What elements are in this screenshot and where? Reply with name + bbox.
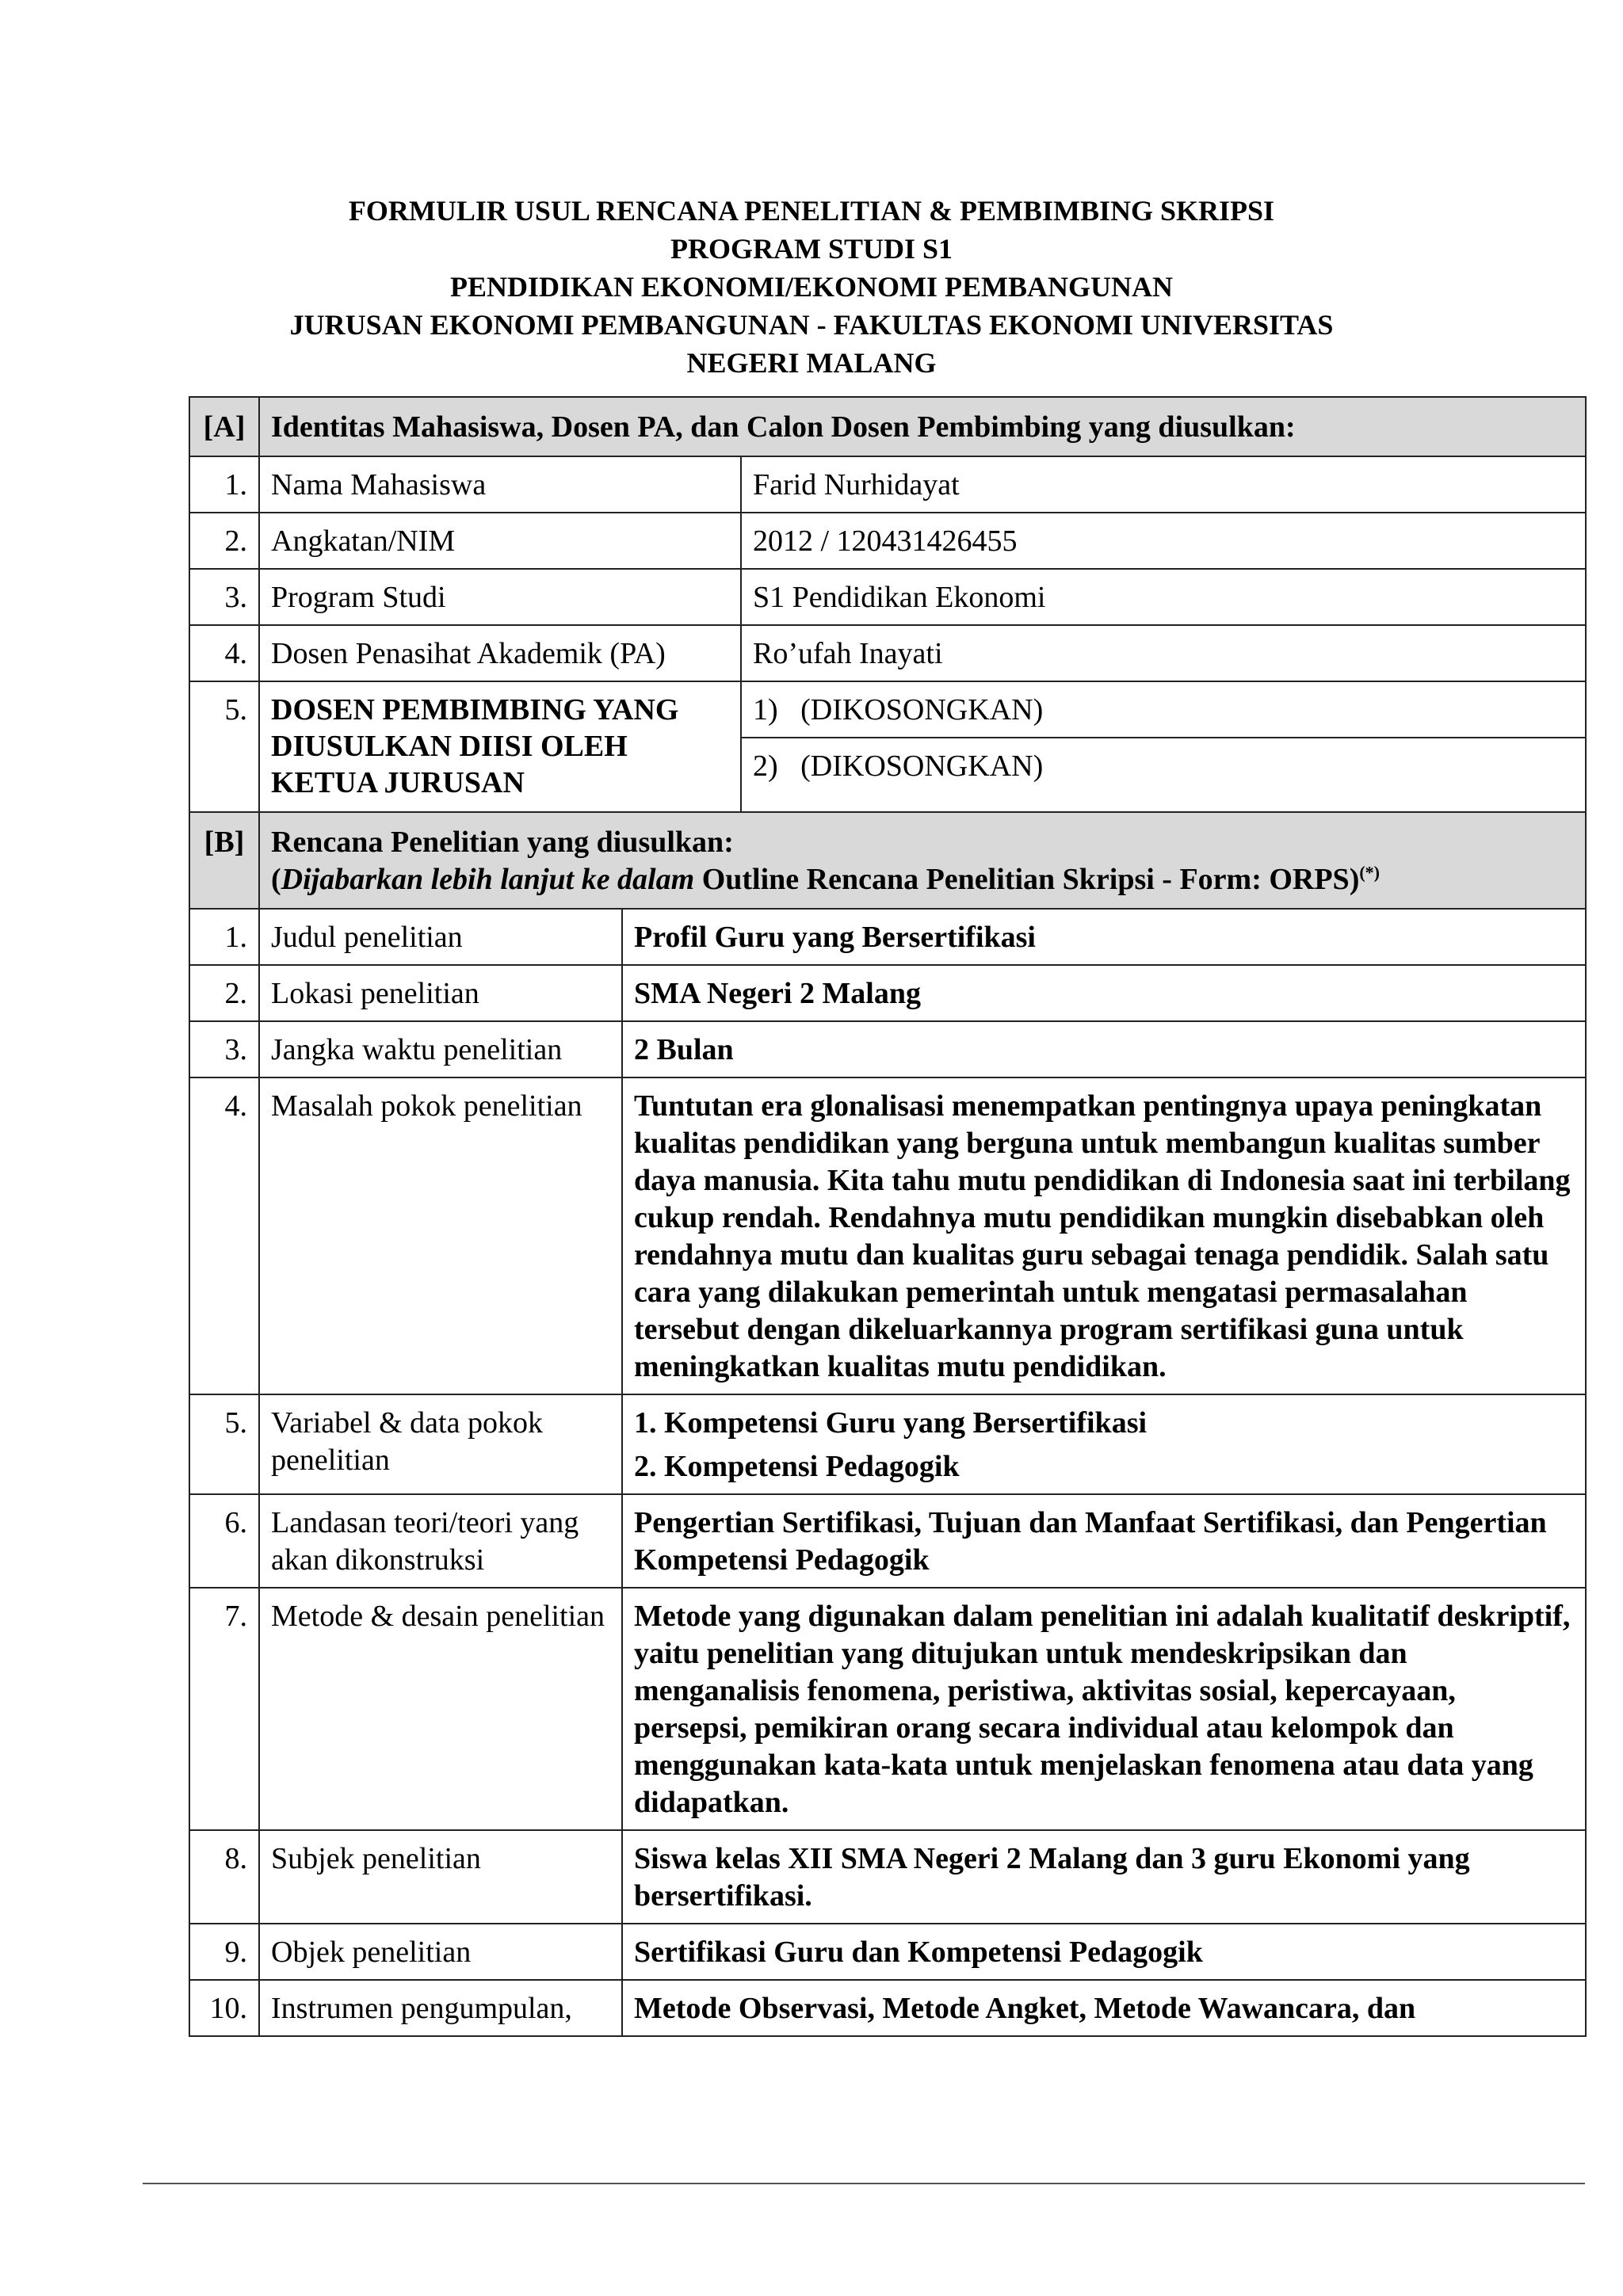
row-number: 1.: [189, 456, 259, 513]
table-row: [189, 1077, 1586, 1394]
field-value: S1 Pendidikan Ekonomi: [741, 569, 1586, 625]
supervisor-2-value: 2) (DIKOSONGKAN): [741, 738, 1586, 812]
field-label: Judul penelitian: [259, 909, 622, 965]
field-label: Instrumen pengumpulan,: [259, 1980, 622, 2036]
field-label: Objek penelitian: [259, 1924, 622, 1980]
table-row: [189, 1588, 1586, 1830]
table-row: [189, 1924, 1586, 1980]
field-value: [622, 1394, 1586, 1494]
section-b-subheading: (Dijabarkan lebih lanjut ke dalam Outline Rencana Penelitian Skripsi - Form: ORPS)(*): [271, 862, 1380, 896]
field-value: Metode Observasi, Metode Angket, Metode Wawancara, dan: [622, 1980, 1586, 2036]
field-label: Jangka waktu penelitian: [259, 1021, 622, 1077]
table-row: [189, 965, 1586, 1021]
field-label: Masalah pokok penelitian: [259, 1077, 622, 1394]
section-b-header: [189, 812, 1586, 909]
row-number: 1.: [189, 909, 259, 965]
variable-item-2: 2. Kompetensi Pedagogik: [634, 1450, 960, 1483]
field-label: Variabel & data pokok penelitian: [259, 1394, 622, 1494]
row-number: 10.: [189, 1980, 259, 2036]
row-number: 5.: [189, 1394, 259, 1494]
supervisor-label: DOSEN PEMBIMBING YANG DIUSULKAN DIISI OLEH KETUA JURUSAN: [259, 681, 741, 812]
field-value: Sertifikasi Guru dan Kompetensi Pedagogik: [622, 1924, 1586, 1980]
field-label: Program Studi: [259, 569, 741, 625]
section-a-label: [A]: [189, 397, 259, 456]
table-row: [189, 909, 1586, 965]
form-title: [0, 192, 1623, 382]
subheading-italic: Dijabarkan lebih lanjut ke dalam: [281, 863, 695, 896]
section-b-label: [B]: [189, 812, 259, 909]
table-row: [189, 456, 1586, 513]
field-label: Angkatan/NIM: [259, 513, 741, 569]
field-value: Tuntutan era glonalisasi menempatkan pentingnya upaya peningkatan kualitas pendidikan yang berguna untuk membangun kualitas sumber daya manusia. Kita tahu mutu pendidikan di Indonesia saat ini terbilang cukup rendah. Rendahnya mutu pendidikan mungkin disebabkan oleh rendahnya mutu dan kualitas guru sebagai tenaga pendidik. Salah satu cara yang dilakukan pemerintah untuk mengatasi permasalahan tersebut dengan dikeluarkannya program sertifikasi guna untuk meningkatkan kualitas mutu pendidikan.: [622, 1077, 1586, 1394]
field-value: 2012 / 120431426455: [741, 513, 1586, 569]
section-b-heading-cell: [259, 812, 1586, 909]
row-number: 9.: [189, 1924, 259, 1980]
field-label: Dosen Penasihat Akademik (PA): [259, 625, 741, 681]
supervisor-1-value: 1) (DIKOSONGKAN): [741, 681, 1586, 738]
table-row: [189, 1394, 1586, 1494]
section-a-heading: Identitas Mahasiswa, Dosen PA, dan Calon Dosen Pembimbing yang diusulkan:: [259, 397, 1586, 456]
title-line-5: NEGERI MALANG: [686, 347, 937, 379]
section-b-heading: Rencana Penelitian yang diusulkan:: [271, 826, 734, 859]
field-value: Ro’ufah Inayati: [741, 625, 1586, 681]
field-value: Farid Nurhidayat: [741, 456, 1586, 513]
field-label: Metode & desain penelitian: [259, 1588, 622, 1830]
table-row: [189, 1494, 1586, 1588]
field-value: SMA Negeri 2 Malang: [622, 965, 1586, 1021]
table-row: [189, 625, 1586, 681]
footnote-marker: (*): [1359, 862, 1380, 883]
title-line-4: JURUSAN EKONOMI PEMBANGUNAN - FAKULTAS EKONOMI UNIVERSITAS: [289, 309, 1334, 341]
row-number: 4.: [189, 625, 259, 681]
table-row: [189, 569, 1586, 625]
field-value: Pengertian Sertifikasi, Tujuan dan Manfaat Sertifikasi, dan Pengertian Kompetensi Pedagogik: [622, 1494, 1586, 1588]
row-number: 8.: [189, 1830, 259, 1924]
field-value: 2 Bulan: [622, 1021, 1586, 1077]
row-number: 5.: [189, 681, 259, 812]
row-number: 2.: [189, 965, 259, 1021]
table-row: [189, 1021, 1586, 1077]
row-number: 4.: [189, 1077, 259, 1394]
field-label: Nama Mahasiswa: [259, 456, 741, 513]
table-row: [189, 1980, 1586, 2036]
row-number: 3.: [189, 1021, 259, 1077]
footer-divider: [143, 2183, 1585, 2184]
field-value: Metode yang digunakan dalam penelitian ini adalah kualitatif deskriptif, yaitu penelitian yang ditujukan untuk mendeskripsikan dan menganalisis fenomena, peristiwa, aktivitas sosial, kepercayaan, persepsi, pemikiran orang secara individual atau kelompok dan menggunakan kata-kata untuk menjelaskan fenomena atau data yang didapatkan.: [622, 1588, 1586, 1830]
variable-item-1: 1. Kompetensi Guru yang Bersertifikasi: [634, 1406, 1148, 1440]
proposal-form-table: [189, 396, 1587, 2037]
field-label: Landasan teori/teori yang akan dikonstruksi: [259, 1494, 622, 1588]
table-row: [189, 1830, 1586, 1924]
field-label: Lokasi penelitian: [259, 965, 622, 1021]
field-label: Subjek penelitian: [259, 1830, 622, 1924]
table-row: [189, 513, 1586, 569]
table-row: [189, 681, 1586, 738]
section-a-header: [189, 397, 1586, 456]
row-number: 2.: [189, 513, 259, 569]
title-line-1: FORMULIR USUL RENCANA PENELITIAN & PEMBIMBING SKRIPSI: [348, 195, 1275, 227]
field-value: Siswa kelas XII SMA Negeri 2 Malang dan 3 guru Ekonomi yang bersertifikasi.: [622, 1830, 1586, 1924]
row-number: 6.: [189, 1494, 259, 1588]
title-line-3: PENDIDIKAN EKONOMI/EKONOMI PEMBANGUNAN: [449, 271, 1173, 303]
field-value: Profil Guru yang Bersertifikasi: [622, 909, 1586, 965]
row-number: 7.: [189, 1588, 259, 1830]
subheading-rest: Outline Rencana Penelitian Skripsi - Form: ORPS): [694, 863, 1360, 896]
title-line-2: PROGRAM STUDI S1: [670, 233, 953, 265]
row-number: 3.: [189, 569, 259, 625]
